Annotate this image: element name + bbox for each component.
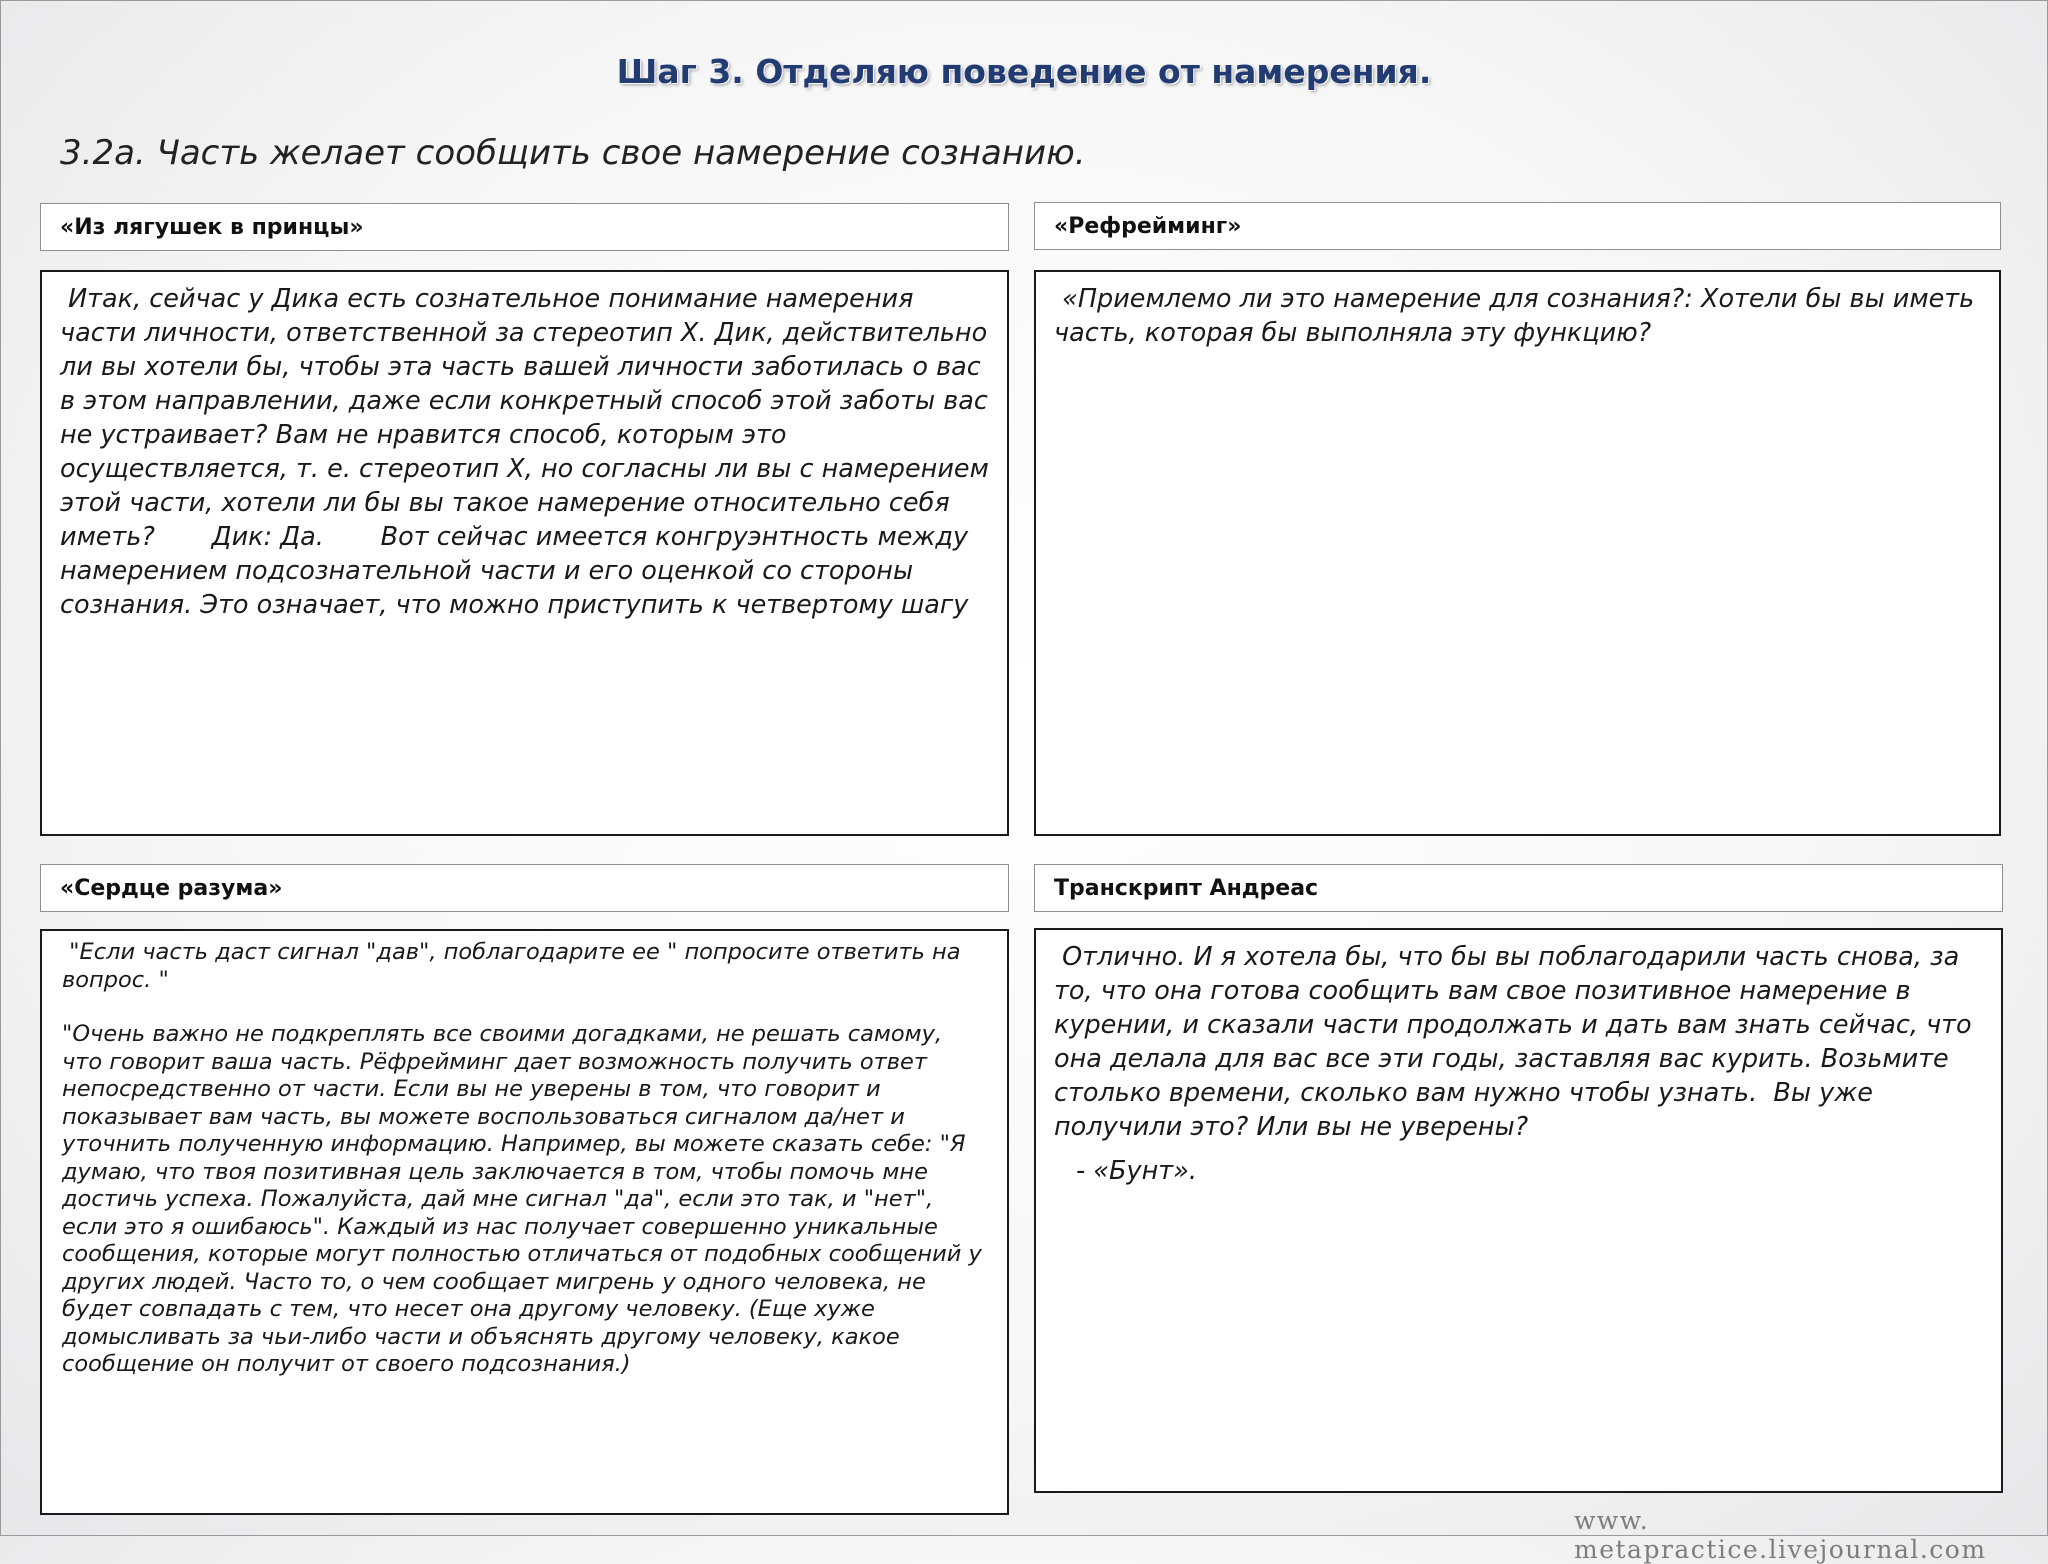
watermark: www. metapractice.livejournal.com [1574,1506,1987,1564]
panel-body-reframing [1034,270,2001,836]
panel-text: «Приемлемо ли это намерение для сознания?: Хотели бы вы иметь часть, которая бы выполняла эту функцию? [1054,284,1983,348]
panel-body-andreas-transcript [1034,928,2003,1493]
panel-paragraph-2: "Очень важно не подкреплять все своими догадками, не решать самому, что говорит ваша часть. Рёфрейминг дает возможность получить ответ непосредственно от части. Если вы не уверены в том, что говорит и показывает вам часть, вы можете воспользоваться сигналом да/нет и уточнить полученную информацию. Например, вы можете сказать себе: "Я думаю, что твоя позитивная цель заключается в том, чтобы помочь мне достичь успеха. Пожалуйста, дай мне сигнал "да", если это так, и "нет", если это я ошибаюсь". Каждый из нас получает совершенно уникальные сообщения, которые могут полностью отличаться от подобных сообщений у других людей. Часто то, о чем сообщает мигрень у одного человека, не будет совпадать с тем, что несет она другому человеку. (Еще хуже домысливать за чьи-либо части и объяснять другому человеку, какое сообщение он получит от своего подсознания.) [62,1021,989,1377]
panel-text: Итак, сейчас у Дика есть сознательное понимание намерения части личности, ответственной за стереотип X. Дик, действительно ли вы хотели бы, чтобы эта часть вашей личности заботилась о вас в этом направлении, даже если конкретный способ этой заботы вас не устраивает? Вам не нравится способ, которым это осуществляется, т. е. стереотип X, но согласны ли вы с намерением этой части, хотели ли бы вы такое намерение относительно себя иметь? Дик: Да. Вот сейчас имеется конгруэнтность между намерением подсознательной части и его оценкой со стороны сознания. Это означает, что можно приступить к четвертому шагу [60,284,997,620]
panel-body-frogs-to-princes [40,270,1009,836]
panel-paragraph-1: "Если часть даст сигнал "дав", поблагодарите ее " попросите ответить на вопрос. " [62,939,968,993]
slide-title: Шаг 3. Отделяю поведение от намерения. [616,52,1432,91]
panel-header-reframing: «Рефрейминг» [1034,202,2001,250]
panel-subline: - «Бунт». [1076,1156,1198,1186]
slide-subtitle: 3.2а. Часть желает сообщить свое намерение сознанию. [60,133,1086,173]
panel-body-heart-of-mind [40,929,1009,1515]
panel-header-andreas-transcript: Транскрипт Андреас [1034,864,2003,912]
panel-header-heart-of-mind: «Сердце разума» [40,864,1009,912]
panel-text: Отлично. И я хотела бы, что бы вы поблагодарили часть снова, за то, что она готова сообщить вам свое позитивное намерение в курении, и сказали части продолжать и дать вам знать сейчас, что она делала для вас все эти годы, заставляя вас курить. Возьмите столько времени, сколько вам нужно чтобы узнать. Вы уже получили это? Или вы не уверены? [1054,942,1980,1142]
panel-header-frogs-to-princes: «Из лягушек в принцы» [40,203,1009,251]
